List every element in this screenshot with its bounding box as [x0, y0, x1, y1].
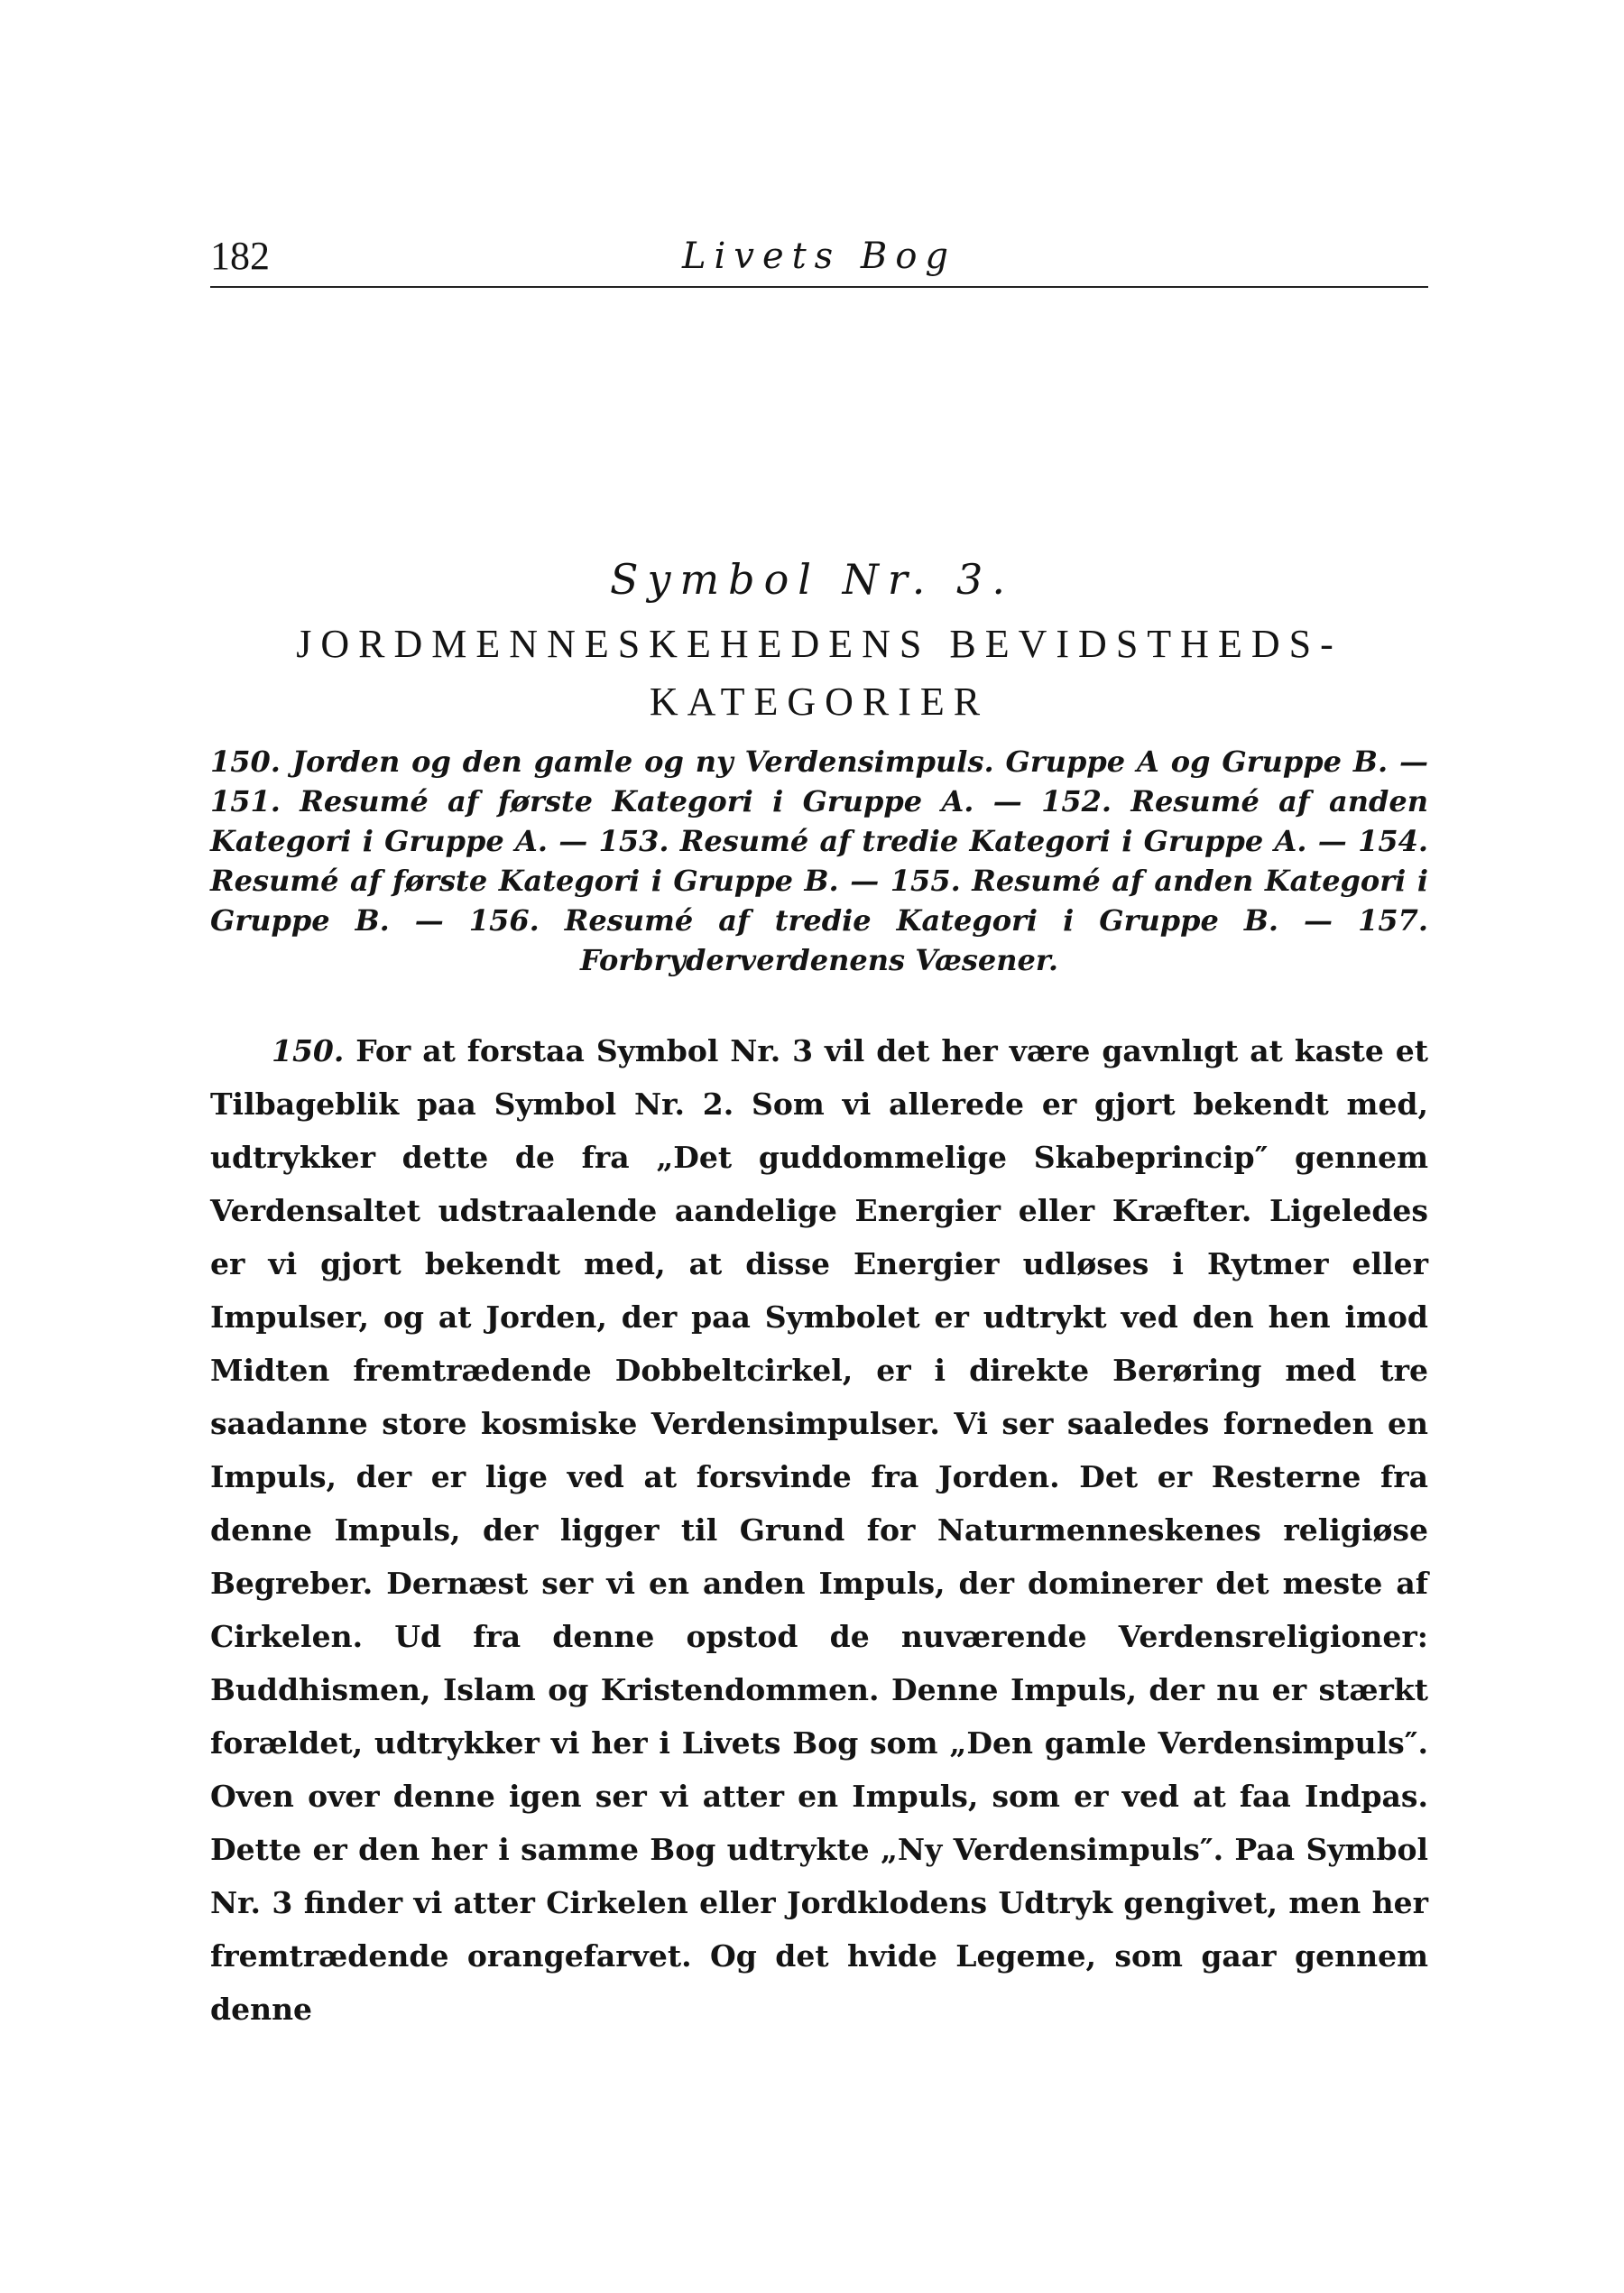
header-rule [210, 286, 1428, 288]
chapter-summary: 150. Jorden og den gamle og ny Verdensimpuls. Gruppe A og Gruppe B. — 151. Resumé af første Kategori i Gruppe A. — 152. Resumé af anden Kategori i Gruppe A. — 153. Resumé af tredie Kategori i Gruppe A. — 154. Resumé af første Kategori i Gruppe B. — 155. Resumé af anden Kategori i Gruppe B. — 156. Resumé af tredie Kategori i Gruppe B. — 157. Forbryderverdenens Væsener. [210, 744, 1428, 977]
paragraph-number: 150. [272, 1033, 345, 1068]
paragraph-text: For at forstaa Symbol Nr. 3 vil det her være gavnlıgt at kaste et Tilbageblik paa Symbol Nr. 2. Som vi allerede er gjort bekendt med, udtrykker dette de fra „Det guddommelige Skabeprincip″ gennem Verdensaltet udstraalende aandelige Energier eller Kræfter. Ligeledes er vi gjort bekendt med, at disse Energier udløses i Rytmer eller Impulser, og at Jorden, der paa Symbolet er udtrykt ved den hen imod Midten fremtrædende Dobbeltcirkel, er i direkte Berøring med tre saadanne store kosmiske Verdensimpulser. Vi ser saaledes forneden en Impuls, der er lige ved at forsvinde fra Jorden. Det er Resterne fra denne Impuls, der ligger til Grund for Naturmenneskenes religiøse Begreber. Dernæst ser vi en anden Impuls, der dominerer det meste af Cirkelen. Ud fra denne opstod de nuværende Verdensreligioner: Buddhismen, Islam og Kristendommen. Denne Impuls, der nu er stærkt forældet, udtrykker vi her i Livets Bog som „Den gamle Verdensimpuls″. Oven over denne igen ser vi atter en Impuls, som er ved at faa Indpas. Dette er den her i samme Bog udtrykte „Ny Verdensimpuls″. Paa Symbol Nr. 3 finder vi atter Cirkelen eller Jordklodens Udtryk gengivet, men her fremtrædende orangefarvet. Og det hvide Legeme, som gaar gennem denne [210, 1033, 1428, 2027]
body-paragraph [210, 1024, 1428, 2036]
running-title: Livets Bog [681, 236, 957, 277]
symbol-heading: Symbol Nr. 3. [610, 555, 1014, 604]
page-number: 182 [210, 234, 270, 278]
chapter-title: JORDMENNESKEHEDENS BEVIDSTHEDS-KATEGORIER [296, 622, 1343, 724]
page-header [210, 236, 1428, 291]
